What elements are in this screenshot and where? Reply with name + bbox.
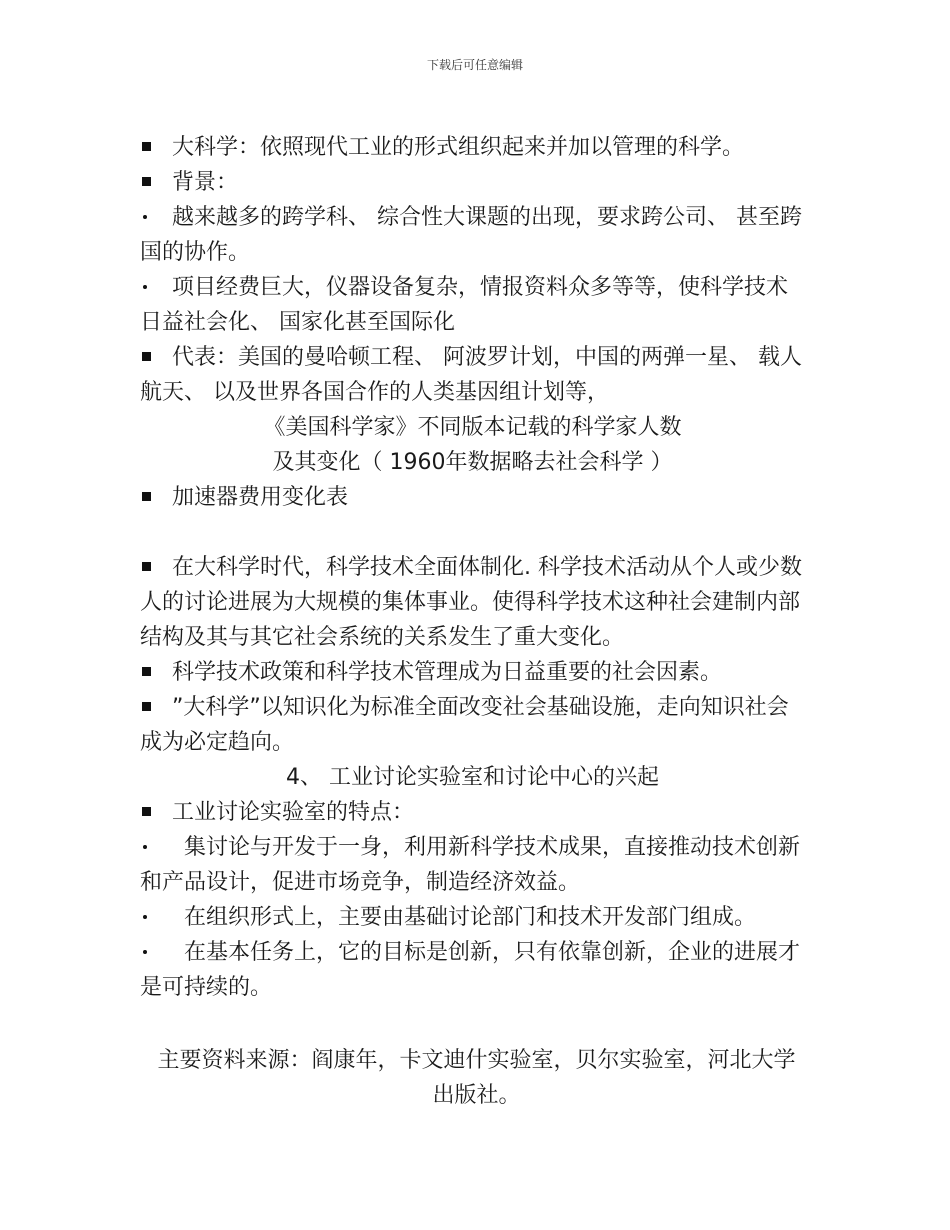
paragraph-text: 科学技术政策和科学技术管理成为日益重要的社会因素。 [172, 660, 723, 685]
paragraph-text: 项目经费巨大，仪器设备复杂，情报资料众多等等，使科学技术日益社会化、 国家化甚至国际化 [140, 275, 789, 335]
dot-bullet-icon [140, 270, 172, 305]
caption-scientists-count: 《美国科学家》不同版本记载的科学家人数 [263, 415, 682, 440]
paragraph-innovation [140, 935, 805, 1005]
paragraph-text: 集讨论与开发于一身，利用新科学技术成果，直接推动技术创新和产品设计，促进市场竞争，制造经济效益。 [140, 835, 801, 895]
document-body [140, 130, 805, 1113]
square-bullet-icon [140, 165, 172, 200]
caption-scientists-change: 及其变化（ 1960年数据略去社会科学 ） [272, 450, 673, 475]
paragraph-policy [140, 655, 805, 690]
paragraph-text: 越来越多的跨学科、 综合性大课题的出现，要求跨公司、 甚至跨国的协作。 [140, 205, 802, 265]
paragraph-organization [140, 900, 805, 935]
paragraph-big-science [140, 130, 805, 165]
dot-bullet-icon [140, 935, 184, 970]
square-bullet-icon [140, 655, 172, 690]
square-bullet-icon [140, 130, 172, 165]
paragraph-institutionalization [140, 550, 805, 655]
section-heading: 4、 工业讨论实验室和讨论中心的兴起 [286, 765, 659, 790]
dot-bullet-icon [140, 900, 184, 935]
dot-bullet-icon [140, 200, 172, 235]
page-header: 下载后可任意编辑 [426, 58, 523, 72]
paragraph-text: 在基本任务上，它的目标是创新，只有依靠创新，企业的进展才是可持续的。 [140, 940, 801, 1000]
square-bullet-icon [140, 480, 172, 515]
paragraph-interdisciplinary [140, 200, 805, 270]
paragraph-representatives [140, 340, 805, 410]
paragraph-text: 加速器费用变化表 [172, 485, 349, 510]
paragraph-knowledge-society [140, 690, 805, 760]
dot-bullet-icon [140, 830, 184, 865]
paragraph-text: ”大科学”以知识化为标准全面改变社会基础设施，走向知识社会成为必定趋向。 [140, 695, 789, 755]
paragraph-text: 大科学：依照现代工业的形式组织起来并加以管理的科学。 [172, 135, 745, 160]
paragraph-text: 在组织形式上，主要由基础讨论部门和技术开发部门组成。 [184, 905, 757, 930]
paragraph-funding [140, 270, 805, 340]
spacer [140, 1005, 805, 1043]
square-bullet-icon [140, 340, 172, 375]
paragraph-accelerator-costs [140, 480, 805, 515]
square-bullet-icon [140, 690, 172, 725]
paragraph-text: 工业讨论实验室的特点： [172, 800, 415, 825]
spacer [140, 515, 805, 550]
paragraph-research-development [140, 830, 805, 900]
paragraph-lab-features [140, 795, 805, 830]
paragraph-text: 在大科学时代，科学技术全面体制化. 科学技术活动从个人或少数人的讨论进展为大规模的集体事业。使得科学技术这种社会建制内部结构及其与其它社会系统的关系发生了重大变化。 [140, 555, 802, 650]
paragraph-text: 代表：美国的曼哈顿工程、 阿波罗计划，中国的两弹一星、 载人航天、 以及世界各国合作的人类基因组计划等， [140, 345, 802, 405]
square-bullet-icon [140, 550, 172, 585]
square-bullet-icon [140, 795, 172, 830]
paragraph-background [140, 165, 805, 200]
source-citation: 主要资料来源：阎康年，卡文迪什实验室，贝尔实验室，河北大学出版社。 [157, 1048, 796, 1108]
paragraph-text: 背景： [172, 170, 239, 195]
